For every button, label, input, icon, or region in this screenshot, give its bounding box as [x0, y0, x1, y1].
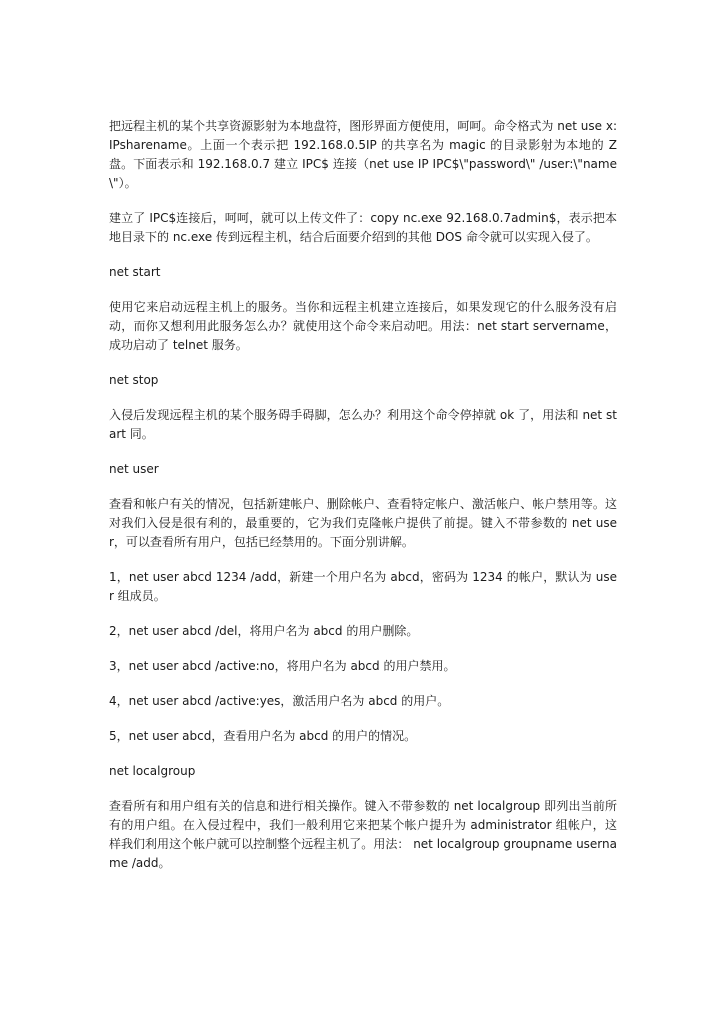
- list-item-net-user-activate: 4，net user abcd /active:yes，激活用户名为 abcd 的用户。: [109, 694, 450, 708]
- paragraph-ipc-upload: 建立了 IPC$连接后，呵呵，就可以上传文件了：copy nc.exe 92.168.0.7admin$，表示把本地目录下的 nc.exe 传到远程主机，结合后面要介绍到的其他 DOS 命令就可以实现入侵了。: [109, 211, 617, 244]
- heading-net-localgroup: net localgroup: [109, 764, 196, 778]
- heading-net-user: net user: [109, 462, 159, 476]
- paragraph-net-use-mapping: 把远程主机的某个共享资源影射为本地盘符，图形界面方便使用，呵呵。命令格式为 net use x: IPsharename。上面一个表示把 192.168.0.5IP 的共享名为 magic 的目录影射为本地的 Z 盘。下面表示和 192.168.0.7 建立 IPC$ 连接（net use IP IPC$\"password\" /user:\"name\"）。: [109, 119, 617, 190]
- list-item-net-user-disable: 3，net user abcd /active:no，将用户名为 abcd 的用户禁用。: [109, 659, 456, 673]
- list-item-net-user-view: 5，net user abcd，查看用户名为 abcd 的用户的情况。: [109, 729, 417, 743]
- list-item-net-user-del: 2，net user abcd /del，将用户名为 abcd 的用户删除。: [109, 624, 419, 638]
- heading-net-start: net start: [109, 265, 161, 279]
- paragraph-net-localgroup: 查看所有和用户组有关的信息和进行相关操作。键入不带参数的 net localgroup 即列出当前所有的用户组。在入侵过程中，我们一般利用它来把某个帐户提升为 administrator 组帐户，这样我们利用这个帐户就可以控制整个远程主机了。用法： net localgroup groupname username /add。: [109, 799, 617, 870]
- heading-net-stop: net stop: [109, 373, 159, 387]
- document-body: [109, 117, 617, 889]
- paragraph-net-user: 查看和帐户有关的情况，包括新建帐户、删除帐户、查看特定帐户、激活帐户、帐户禁用等。这对我们入侵是很有利的，最重要的，它为我们克隆帐户提供了前提。键入不带参数的 net user，可以查看所有用户，包括已经禁用的。下面分别讲解。: [109, 497, 617, 549]
- paragraph-net-start: 使用它来启动远程主机上的服务。当你和远程主机建立连接后，如果发现它的什么服务没有启动，而你又想利用此服务怎么办？就使用这个命令来启动吧。用法：net start servername，成功启动了 telnet 服务。: [109, 300, 617, 352]
- paragraph-net-stop: 入侵后发现远程主机的某个服务碍手碍脚，怎么办？利用这个命令停掉就 ok 了，用法和 net start 同。: [109, 408, 617, 441]
- list-item-net-user-add: 1，net user abcd 1234 /add，新建一个用户名为 abcd，密码为 1234 的帐户，默认为 user 组成员。: [109, 570, 617, 603]
